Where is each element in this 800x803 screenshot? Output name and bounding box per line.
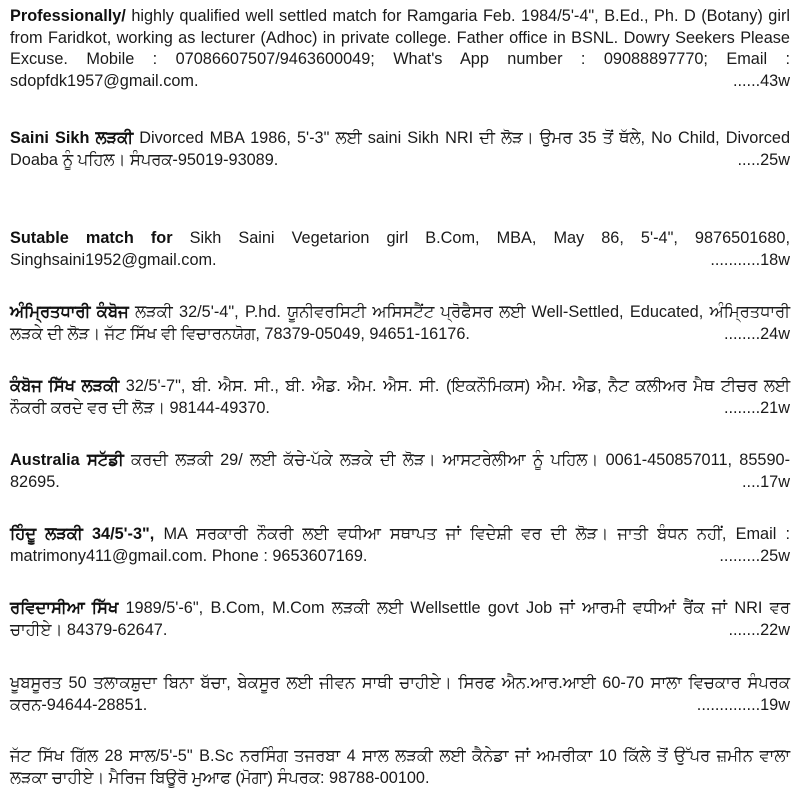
ad-text: ਖੂਬਸੂਰਤ 50 ਤਲਾਕਸ਼ੁਦਾ ਬਿਨਾ ਬੱਚਾ, ਬੇਕਸੂਰ ਲਈ ਜੀਵਨ ਸਾਥੀ ਚਾਹੀਏ। ਸਿਰਫ ਐਨ.ਆਰ.ਆਈ 60-70 ਸਾਲਾ ਵਿਚਕਾਰ ਸੰਪਰਕ ਕਰਨ-94644-28851.: [10, 674, 790, 714]
matrimonial-ad: [10, 228, 790, 271]
ad-text: ਲੜਕੀ 32/5'-4", P.hd. ਯੂਨੀਵਰਸਿਟੀ ਅਸਿਸਟੈਂਟ ਪ੍ਰੋਫੈਸਰ ਲਈ Well-Settled, Educated, ਅੰਮ੍ਰਿਤਧਾਰੀ ਲੜਕੇ ਦੀ ਲੋੜ। ਜੱਟ ਸਿੱਖ ਵੀ ਵਿਚਾਰਨਯੋਗ, 78379-05049, 94651-16176.: [10, 303, 790, 343]
ad-heading: Professionally/: [10, 7, 126, 25]
word-count: ......43w: [732, 71, 790, 90]
ad-text: Divorced MBA 1986, 5'-3" ਲਈ saini Sikh NRI ਦੀ ਲੋੜ। ਉਮਰ 35 ਤੋਂ ਥੱਲੇ, No Child, Divorced Doaba ਨੂੰ ਪਹਿਲ। ਸੰਪਰਕ-95019-93089.: [10, 129, 791, 169]
matrimonial-ad: [10, 524, 790, 567]
ad-heading: Australia ਸਟੱਡੀ: [10, 451, 124, 469]
word-count: ...........18w: [710, 250, 790, 269]
ad-heading: ਅੰਮ੍ਰਿਤਧਾਰੀ ਕੰਬੋਜ: [10, 303, 129, 321]
ad-heading: ਹਿੰਦੂ ਲੜਕੀ 34/5'-3",: [10, 525, 155, 543]
ad-text: 1989/5'-6", B.Com, M.Com ਲੜਕੀ ਲਈ Wellsettle govt Job ਜਾਂ ਆਰਮੀ ਵਧੀਆਂ ਰੈਂਕ ਜਾਂ NRI ਵਰ ਚਾਹੀਏ। 84379-62647.: [10, 599, 790, 639]
word-count: .....25w: [737, 150, 790, 169]
word-count: ........21w: [723, 398, 790, 417]
ad-heading: ਰਵਿਦਾਸੀਆ ਸਿੱਖ: [10, 599, 119, 617]
ad-text: ਕਰਦੀ ਲੜਕੀ 29/ ਲਈ ਕੱਚੇ-ਪੱਕੇ ਲੜਕੇ ਦੀ ਲੋੜ। ਆਸਟਰੇਲੀਆ ਨੂੰ ਪਹਿਲ। 0061-450857011, 85590-82695.: [10, 451, 790, 491]
word-count: .........25w: [719, 546, 790, 565]
matrimonial-ad: [10, 376, 790, 419]
matrimonial-ad: [10, 673, 790, 716]
ad-text: MA ਸਰਕਾਰੀ ਨੌਕਰੀ ਲਈ ਵਧੀਆ ਸਥਾਪਤ ਜਾਂ ਵਿਦੇਸ਼ੀ ਵਰ ਦੀ ਲੋੜ। ਜਾਤੀ ਬੰਧਨ ਨਹੀਂ, Email : matrimony411@gmail.com. Phone : 9653607169.: [10, 525, 791, 565]
word-count: ........24w: [723, 324, 790, 343]
ad-text: Sikh Saini Vegetarion girl B.Com, MBA, May 86, 5'-4", 9876501680, Singhsaini1952@gmail.com.: [10, 229, 790, 269]
matrimonial-ad: [10, 450, 790, 493]
matrimonial-ad: [10, 128, 790, 171]
word-count: ....17w: [742, 472, 790, 491]
ad-heading: Sutable match for: [10, 229, 173, 247]
ad-text: highly qualified well settled match for Ramgaria Feb. 1984/5'-4", B.Ed., Ph. D (Botany) girl from Faridkot, working as lecturer (Adhoc) in private college. Father office in BSNL. Dowry Seekers Please Excuse. Mobile : 07086607507/9463600049; What's App number : 09088897770; Email : sdopfdk1957@gmail.com.: [10, 7, 790, 90]
matrimonial-ad: [10, 746, 790, 789]
ad-heading: Saini Sikh ਲੜਕੀ: [10, 129, 134, 147]
ad-text: ਜੱਟ ਸਿੱਖ ਗਿੱਲ 28 ਸਾਲ/5'-5" B.Sc ਨਰਸਿੰਗ ਤਜਰਬਾ 4 ਸਾਲ ਲੜਕੀ ਲਈ ਕੈਨੇਡਾ ਜਾਂ ਅਮਰੀਕਾ 10 ਕਿੱਲੇ ਤੋਂ ਉੱਪਰ ਜ਼ਮੀਨ ਵਾਲਾ ਲੜਕਾ ਚਾਹੀਏ। ਮੈਰਿਜ ਬਿਊਰੋ ਮੁਆਫ (ਮੋਗਾ) ਸੰਪਰਕ: 98788-00100.: [10, 747, 790, 787]
matrimonial-ad: [10, 598, 790, 641]
matrimonial-ad: [10, 6, 790, 92]
matrimonial-ad: [10, 302, 790, 345]
word-count: .......22w: [728, 620, 790, 639]
ad-heading: ਕੰਬੋਜ ਸਿੱਖ ਲੜਕੀ: [10, 377, 120, 395]
ad-text: 32/5'-7", ਬੀ. ਐਸ. ਸੀ., ਬੀ. ਐਡ. ਐਮ. ਐਸ. ਸੀ. (ਇਕਨੌਮਿਕਸ) ਐਮ. ਐਡ, ਨੈਟ ਕਲੀਅਰ ਮੈਥ ਟੀਚਰ ਲਈ ਨੌਕਰੀ ਕਰਦੇ ਵਰ ਦੀ ਲੋੜ। 98144-49370.: [10, 377, 790, 417]
word-count: ..............19w: [696, 695, 790, 714]
